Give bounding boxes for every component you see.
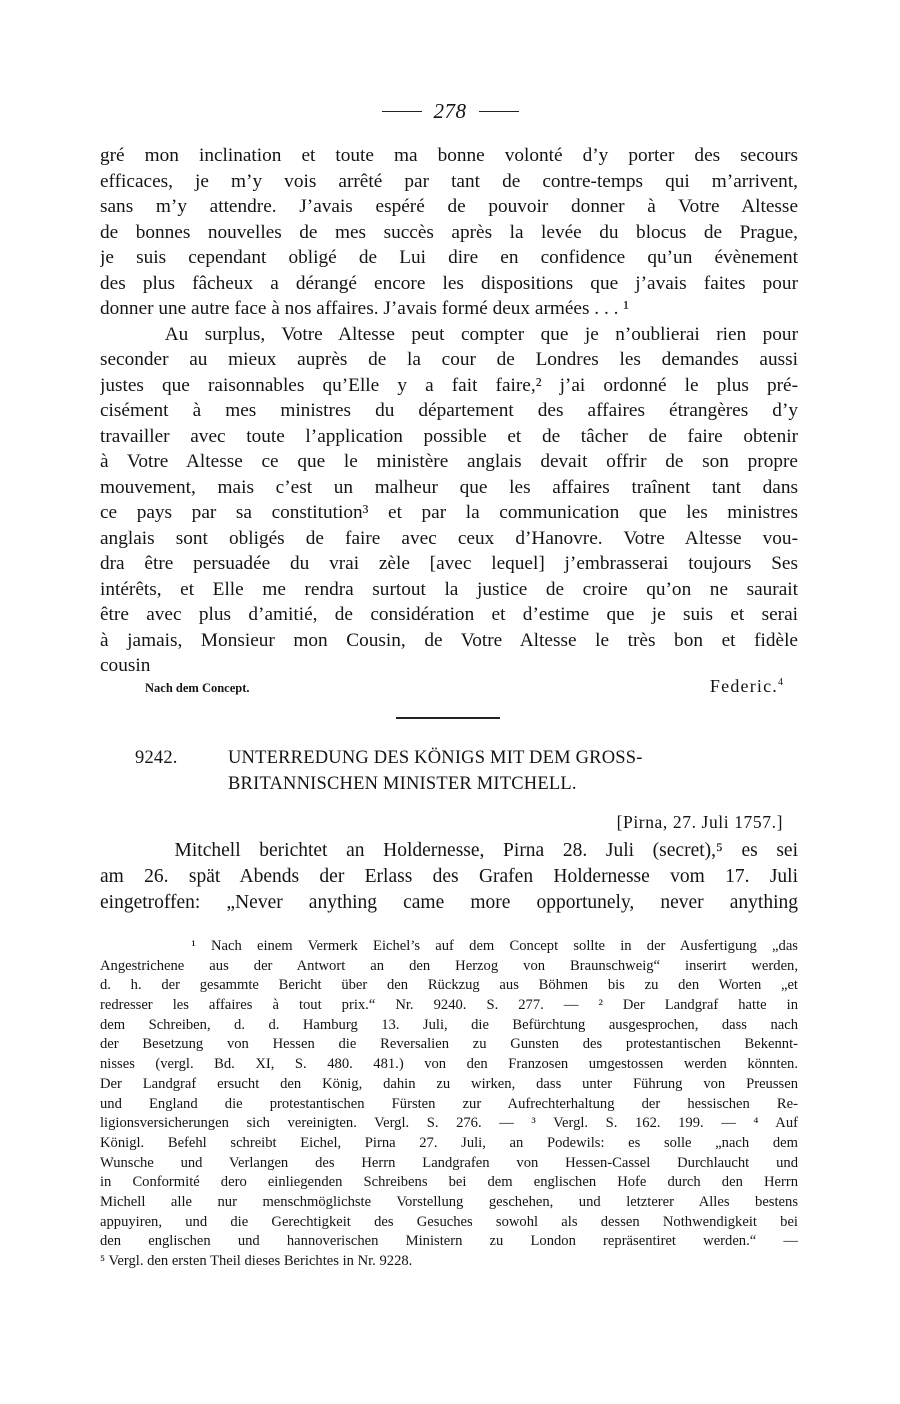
letter-line: anglais sont obligés de faire avec ceux d’Hanovre. Votre Altesse vou- — [100, 527, 798, 549]
letter-line: de bonnes nouvelles de mes succès après la levée du blocus de Prague, — [100, 221, 798, 243]
footnote-line: ⁵ Vergl. den ersten Theil dieses Berichtes in Nr. 9228. — [100, 1253, 413, 1269]
header-rule-right — [479, 111, 519, 112]
letter-line: seconder au mieux auprès de la cour de Londres les demandes aussi — [100, 349, 798, 370]
footnotes — [100, 937, 798, 1272]
letter-line: des plus fâcheux a dérangé encore les dispositions que j’avais faites pour — [100, 272, 798, 294]
letter-line: gré mon inclination et toute ma bonne volonté d’y porter des secours — [100, 145, 798, 166]
letter-line: dra être persuadée du vrai zèle [avec lequel] j’embrasserai toujours Ses — [100, 553, 798, 574]
footnote-line: Angestrichene aus der Antwort an den Herzog von Braunschweig“ inserirt werden, — [100, 957, 798, 974]
letter-line: mouvement, mais c’est un malheur que les affaires traînent tant dans — [100, 476, 798, 498]
footnote-line: den englischen und hannoverischen Ministern zu London repräsentiret werden.“ — — [100, 1233, 798, 1250]
footnote-line: dem Schreiben, d. d. Hamburg 13. Juli, die Befürchtung ausgesprochen, dass nach — [100, 1016, 798, 1033]
letter-line: donner une autre face à nos affaires. J’avais formé deux armées . . . ¹ — [100, 298, 630, 319]
footnote-line: Wunsche und Verlangen des Herrn Landgrafen von Hessen-Cassel Durchlaucht und — [100, 1154, 798, 1171]
footnote-line: redresser les affaires à tout prix.“ Nr. 9240. S. 277. — ² Der Landgraf hatte in — [100, 997, 798, 1014]
closing-row — [145, 676, 783, 697]
letter-line: à Votre Altesse ce que le ministère anglais devait offrir de son propre — [100, 451, 798, 472]
report-line: am 26. spät Abends der Erlass des Grafen Holdernesse vom 17. Juli — [100, 866, 798, 887]
letter-line: intérêts, et Elle me rendra surtout la justice de croire qu’on ne saurait — [100, 578, 798, 600]
document-heading — [135, 746, 795, 797]
letter-line: travailler avec toute l’application possible et de tâcher de faire obtenir — [100, 425, 798, 447]
heading-title-part-2: BRITANNISCHEN MINISTER MITCHELL. — [228, 773, 577, 794]
heading-title-part-1: UNTERREDUNG DES KÖNIGS MIT DEM GROSS- — [228, 748, 643, 768]
letter-body — [100, 143, 798, 679]
report-line: Mitchell berichtet an Holdernesse, Pirna 28. Juli (secret),⁵ es sei — [100, 840, 798, 861]
signature-name: Federic. — [709, 676, 778, 696]
letter-line: je suis cependant obligé de Lui dire en confidence qu’un évènement — [100, 247, 798, 268]
signature-footnote-mark: 4 — [778, 677, 783, 688]
letter-line: efficaces, je m’y vois arrêté par tant de contre-temps qui m’arrivent, — [100, 170, 798, 192]
document-number: 9242. — [135, 748, 178, 768]
report-paragraph — [100, 838, 798, 916]
letter-line: ce pays par sa constitution³ et par la communication que les ministres — [100, 502, 798, 523]
letter-line: cisément à mes ministres du département des affaires étrangères d’y — [100, 400, 798, 421]
letter-line: être avec plus d’amitié, de considération et d’estime que je suis et serai — [100, 604, 798, 625]
footnote-line: Königl. Befehl schreibt Eichel, Pirna 27. Juli, an Podewils: es solle „nach dem — [100, 1134, 798, 1151]
footnote-line: der Besetzung von Hessen die Reversalien zu Gunsten des protestantischen Bekennt- — [100, 1036, 798, 1053]
section-separator — [396, 717, 500, 719]
report-line: eingetroffen: „Never anything came more opportunely, never anything — [100, 892, 798, 913]
letter-line: Au surplus, Votre Altesse peut compter que je n’oublierai rien pour — [100, 323, 798, 345]
letter-line: sans m’y attendre. J’avais espéré de pouvoir donner à Votre Altesse — [100, 196, 798, 217]
signature — [710, 676, 783, 697]
heading-line-1 — [135, 746, 795, 772]
source-note: Nach dem Concept. — [145, 681, 250, 695]
footnote-line: nisses (vergl. Bd. XI, S. 480. 481.) von den Franzosen umgestossen werden könnten. — [100, 1056, 798, 1073]
footnote-line: Michell alle nur menschmöglichste Vorstellung geschehen, und letzterer Alles bestens — [100, 1193, 798, 1210]
page-header — [0, 96, 900, 126]
letter-line: cousin — [100, 655, 151, 676]
document-date: [Pirna, 27. Juli 1757.] — [616, 812, 783, 832]
footnote-line: appuyiren, und die Gerechtigkeit des Gesuches sowohl als dessen Nothwendigkeit bei — [100, 1213, 798, 1230]
footnote-line: in Conformité dero einliegenden Schreibens bei dem englischen Hofe durch den Herrn — [100, 1174, 798, 1191]
footnote-line: und England die protestantischen Fürsten zur Aufrechterhaltung der hessischen Re- — [100, 1095, 798, 1112]
page-number: 278 — [433, 98, 467, 123]
header-rule-left — [382, 111, 422, 112]
letter-line: à jamais, Monsieur mon Cousin, de Votre Altesse le très bon et fidèle — [100, 629, 798, 651]
footnote-line: ligionsversicherungen sich vereinigten. Vergl. S. 276. — ³ Vergl. S. 162. 199. — ⁴ Auf — [100, 1115, 798, 1132]
footnote-line: Der Landgraf ersucht den König, dahin zu wirken, dass unter Führung von Preussen — [100, 1075, 798, 1092]
letter-line: justes que raisonnables qu’Elle y a fait faire,² j’ai ordonné le plus pré- — [100, 374, 798, 396]
footnote-line: d. h. der gesammte Bericht über den Rückzug aus Böhmen bis zu den Worten „et — [100, 977, 798, 994]
footnote-line: ¹ Nach einem Vermerk Eichel’s auf dem Concept sollte in der Ausfertigung „das — [100, 938, 798, 954]
